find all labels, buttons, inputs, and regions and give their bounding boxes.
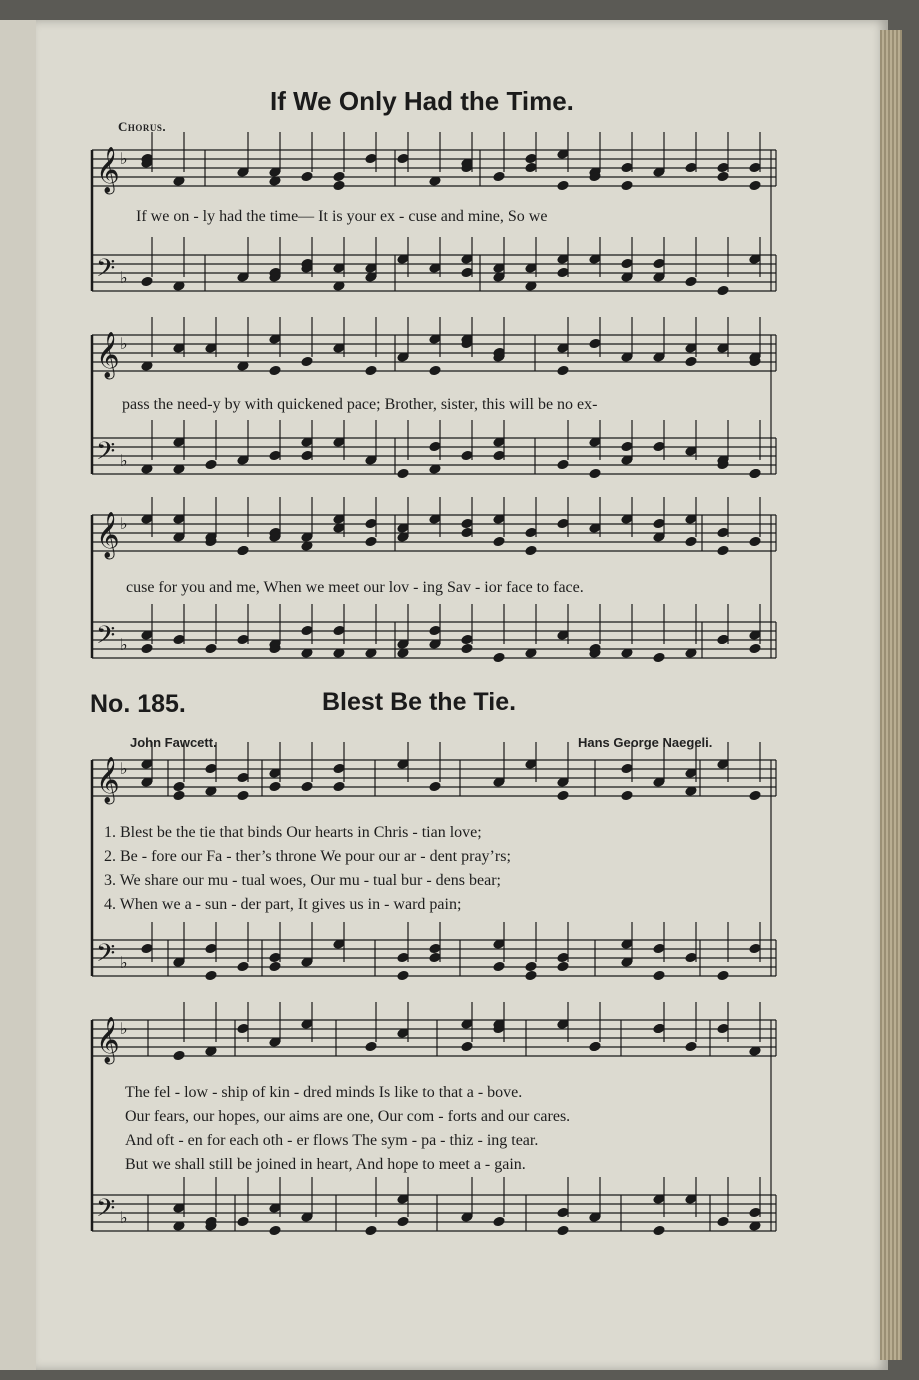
note-head xyxy=(237,790,249,801)
note-head xyxy=(333,180,345,191)
note-head xyxy=(237,634,249,645)
note-head xyxy=(685,536,697,547)
note-head xyxy=(365,1225,377,1236)
note-head xyxy=(237,772,249,783)
verse-line: 2. Be - fore our Fa - ther’s throne We pour our ar - dent pray’rs; xyxy=(104,848,511,865)
verse-line: 4. When we a - sun - der part, It gives us in - ward pain; xyxy=(104,896,462,913)
note-head xyxy=(621,258,633,269)
treble-clef-icon: 𝄞 xyxy=(96,332,120,378)
verse-line: But we shall still be joined in heart, And hope to meet a - gain. xyxy=(125,1156,526,1173)
note-head xyxy=(493,536,505,547)
note-head xyxy=(429,943,441,954)
note-head xyxy=(333,781,345,792)
verse-line: And oft - en for each oth - er flows The sym - pa - thiz - ing tear. xyxy=(125,1132,539,1149)
note-head xyxy=(653,441,665,452)
note-head xyxy=(461,518,473,529)
note-head xyxy=(525,153,537,164)
note-head xyxy=(141,943,153,954)
note-head xyxy=(493,450,505,461)
note-head xyxy=(429,781,441,792)
note-head xyxy=(269,450,281,461)
note-head xyxy=(461,634,473,645)
bass-clef-icon: 𝄢 xyxy=(96,437,116,472)
note-head xyxy=(749,468,761,479)
hymn-number: No. 185. xyxy=(90,690,186,718)
note-head xyxy=(301,450,313,461)
note-head xyxy=(525,961,537,972)
note-head xyxy=(365,536,377,547)
note-head xyxy=(653,1225,665,1236)
note-head xyxy=(301,625,313,636)
note-head xyxy=(365,518,377,529)
note-head xyxy=(589,468,601,479)
note-head xyxy=(461,1041,473,1052)
verse-line: 1. Blest be the tie that binds Our hearts in Chris - tian love; xyxy=(104,824,482,841)
note-head xyxy=(493,652,505,663)
note-head xyxy=(749,180,761,191)
note-head xyxy=(525,162,537,173)
note-head xyxy=(685,162,697,173)
note-head xyxy=(653,1023,665,1034)
note-head xyxy=(621,180,633,191)
note-head xyxy=(205,943,217,954)
note-head xyxy=(621,763,633,774)
flat-icon: ♭ xyxy=(120,151,128,168)
note-head xyxy=(557,1207,569,1218)
note-head xyxy=(589,338,601,349)
note-head xyxy=(717,970,729,981)
note-head xyxy=(237,1216,249,1227)
composer-credit: Hans George Naegeli. xyxy=(578,735,713,750)
note-head xyxy=(333,171,345,182)
note-head xyxy=(461,527,473,538)
note-head xyxy=(749,1207,761,1218)
flat-icon: ♭ xyxy=(120,516,128,533)
note-head xyxy=(173,790,185,801)
note-head xyxy=(205,459,217,470)
treble-clef-icon: 𝄞 xyxy=(96,147,120,193)
flat-icon: ♭ xyxy=(120,761,128,778)
note-head xyxy=(301,781,313,792)
note-head xyxy=(685,1041,697,1052)
note-head xyxy=(653,518,665,529)
note-head xyxy=(685,276,697,287)
note-head xyxy=(557,961,569,972)
note-head xyxy=(397,952,409,963)
note-head xyxy=(717,1023,729,1034)
note-head xyxy=(365,365,377,376)
treble-clef-icon: 𝄞 xyxy=(96,512,120,558)
note-head xyxy=(141,643,153,654)
note-head xyxy=(493,961,505,972)
note-head xyxy=(717,285,729,296)
note-head xyxy=(205,970,217,981)
note-head xyxy=(749,536,761,547)
note-head xyxy=(749,643,761,654)
note-head xyxy=(301,356,313,367)
note-head xyxy=(173,634,185,645)
note-head xyxy=(397,970,409,981)
note-head xyxy=(653,970,665,981)
note-head xyxy=(269,961,281,972)
note-head xyxy=(717,545,729,556)
note-head xyxy=(717,634,729,645)
note-head xyxy=(557,790,569,801)
bass-clef-icon: 𝄢 xyxy=(96,254,116,289)
flat-icon: ♭ xyxy=(120,453,128,470)
note-head xyxy=(749,943,761,954)
note-head xyxy=(269,1225,281,1236)
flat-icon: ♭ xyxy=(120,336,128,353)
note-head xyxy=(717,1216,729,1227)
hymn-title: Blest Be the Tie. xyxy=(322,688,517,716)
note-head xyxy=(333,625,345,636)
note-head xyxy=(749,790,761,801)
bass-clef-icon: 𝄢 xyxy=(96,939,116,974)
flat-icon: ♭ xyxy=(120,1021,128,1038)
lyric-line: If we on - ly had the time— It is your ex - cuse and mine, So we xyxy=(136,208,548,225)
note-head xyxy=(173,1050,185,1061)
hymn-title: If We Only Had the Time. xyxy=(270,86,574,116)
note-head xyxy=(397,1216,409,1227)
verse-line: 3. We share our mu - tual woes, Our mu - tual bur - dens bear; xyxy=(104,872,501,889)
note-head xyxy=(365,1041,377,1052)
note-head xyxy=(749,162,761,173)
note-head xyxy=(653,652,665,663)
note-head xyxy=(685,952,697,963)
note-head xyxy=(429,441,441,452)
flat-icon: ♭ xyxy=(120,637,128,654)
treble-clef-icon: 𝄞 xyxy=(96,757,120,803)
note-head xyxy=(461,267,473,278)
note-head xyxy=(429,952,441,963)
note-head xyxy=(557,1225,569,1236)
note-head xyxy=(397,153,409,164)
note-head xyxy=(653,258,665,269)
note-head xyxy=(205,643,217,654)
note-head xyxy=(333,763,345,774)
note-head xyxy=(589,1041,601,1052)
note-head xyxy=(205,763,217,774)
flat-icon: ♭ xyxy=(120,955,128,972)
note-head xyxy=(525,527,537,538)
note-head xyxy=(397,468,409,479)
note-head xyxy=(269,365,281,376)
note-head xyxy=(557,180,569,191)
note-head xyxy=(685,356,697,367)
note-head xyxy=(525,545,537,556)
note-head xyxy=(237,1023,249,1034)
verse-line: The fel - low - ship of kin - dred minds Is like to that a - bove. xyxy=(125,1084,523,1101)
treble-clef-icon: 𝄞 xyxy=(96,1017,120,1063)
note-head xyxy=(621,162,633,173)
note-head xyxy=(493,1216,505,1227)
note-head xyxy=(301,171,313,182)
lyric-line: pass the need-y by with quickened pace; Brother, sister, this will be no ex- xyxy=(122,396,598,413)
note-head xyxy=(525,970,537,981)
note-head xyxy=(717,171,729,182)
note-head xyxy=(717,527,729,538)
note-head xyxy=(365,153,377,164)
note-head xyxy=(557,518,569,529)
note-head xyxy=(461,643,473,654)
note-head xyxy=(557,365,569,376)
note-head xyxy=(653,943,665,954)
note-head xyxy=(237,961,249,972)
note-head xyxy=(621,790,633,801)
note-head xyxy=(557,267,569,278)
note-head xyxy=(557,459,569,470)
flat-icon: ♭ xyxy=(120,1210,128,1227)
author-credit: John Fawcett. xyxy=(130,735,217,750)
note-head xyxy=(557,952,569,963)
bass-clef-icon: 𝄢 xyxy=(96,621,116,656)
note-head xyxy=(461,450,473,461)
note-head xyxy=(493,171,505,182)
note-head xyxy=(429,625,441,636)
bass-clef-icon: 𝄢 xyxy=(96,1194,116,1229)
verse-line: Our fears, our hopes, our aims are one, Our com - forts and our cares. xyxy=(125,1108,571,1125)
note-head xyxy=(269,781,281,792)
lyric-line: cuse for you and me, When we meet our lov - ing Sav - ior face to face. xyxy=(126,579,584,596)
chorus-label: Chorus. xyxy=(118,119,167,134)
note-head xyxy=(429,365,441,376)
flat-icon: ♭ xyxy=(120,270,128,287)
note-head xyxy=(717,162,729,173)
note-head xyxy=(237,545,249,556)
note-head xyxy=(269,952,281,963)
note-head xyxy=(173,781,185,792)
note-head xyxy=(621,441,633,452)
note-head xyxy=(141,276,153,287)
